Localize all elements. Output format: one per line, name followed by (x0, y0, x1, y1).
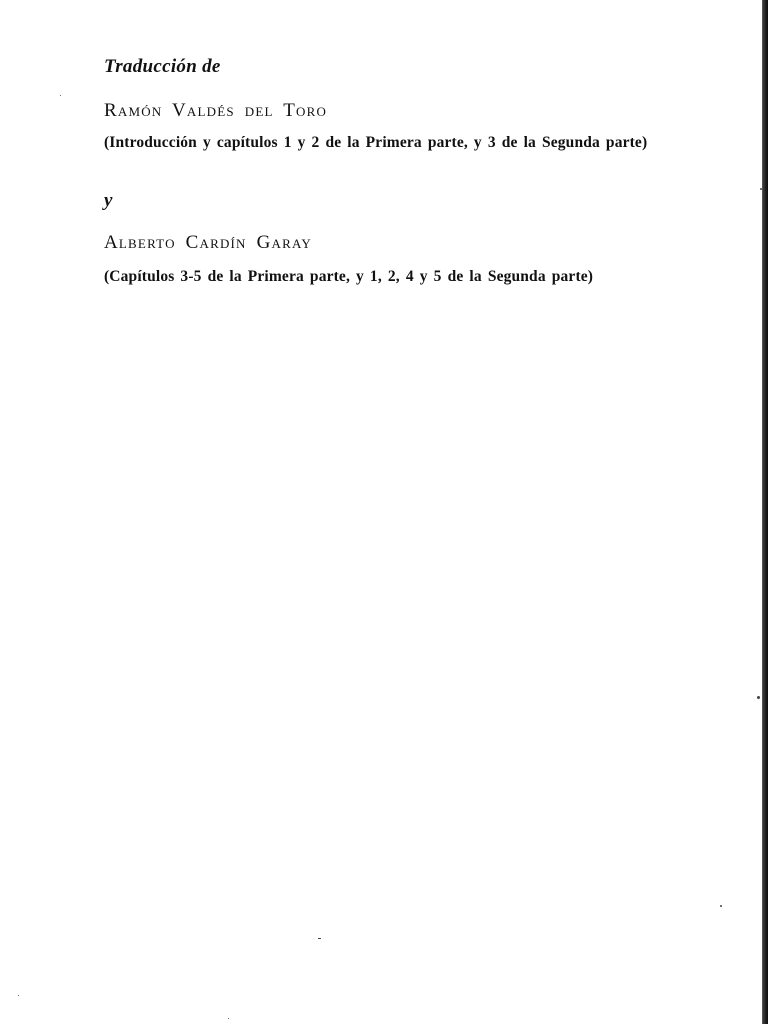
scan-speck (757, 696, 760, 699)
scan-speck (228, 1018, 229, 1019)
scan-speck (60, 95, 61, 96)
translation-heading: Traducción de (104, 56, 221, 77)
translator-name-2: Alberto Cardín Garay (104, 232, 312, 253)
scan-speck (318, 938, 321, 939)
scan-speck (18, 995, 19, 996)
translator-name-1: Ramón Valdés del Toro (104, 100, 328, 121)
translator-note-2: (Capítulos 3-5 de la Primera parte, y 1, 2, 4 y 5 de la Segunda parte) (104, 268, 594, 285)
translator-note-1: (Introducción y capítulos 1 y 2 de la Primera parte, y 3 de la Segunda parte) (104, 134, 648, 151)
conjunction: y (104, 190, 113, 211)
page-edge-line (762, 0, 764, 1024)
scan-speck (720, 905, 722, 907)
